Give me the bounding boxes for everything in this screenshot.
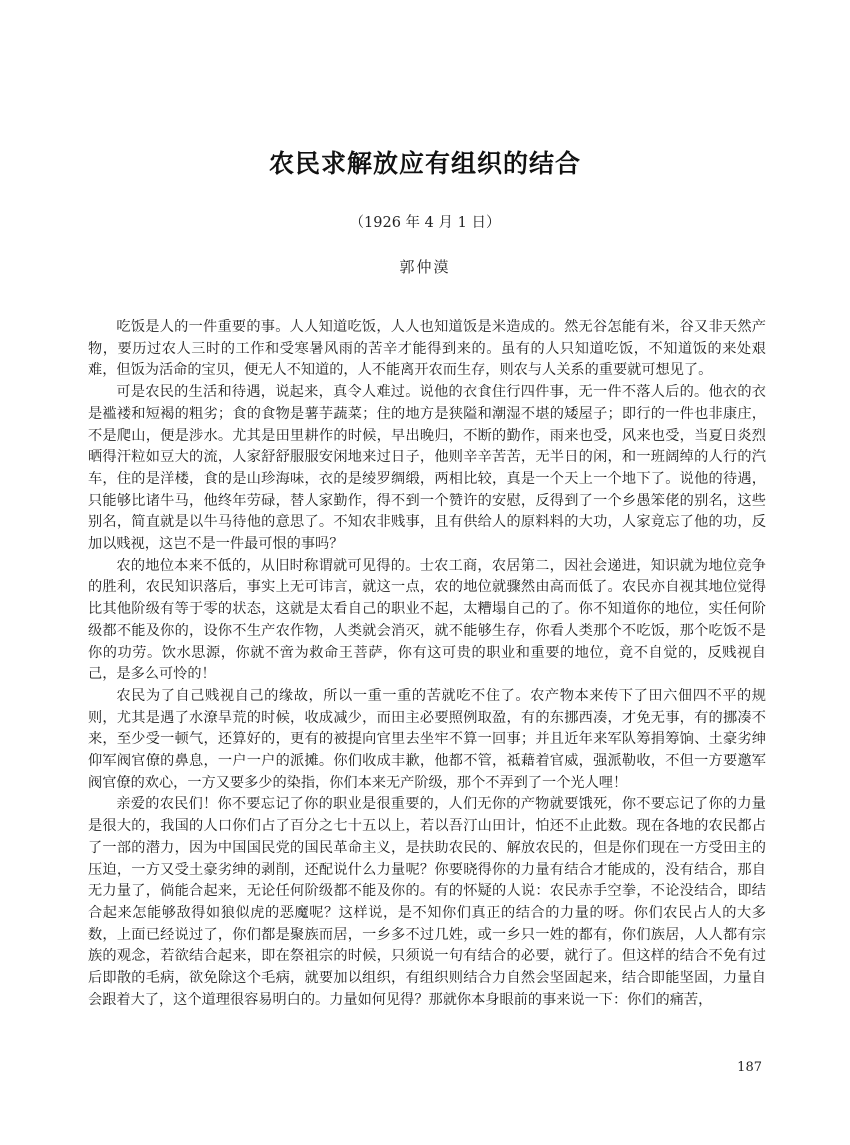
article-author: 郭仲漠 xyxy=(399,258,451,276)
paragraph: 农的地位本来不低的，从旧时称谓就可见得的。士农工商，农居第二，因社会递进，知识就为地位竞争的胜利，农民知识落后，事实上无可讳言，就这一点，农的地位就骤然由高而低了。农民亦自视其地位觉得比其他阶级有等于零的状态，这就是太看自己的职业不起，太糟塌自己的了。你不知道你的地位，实任何阶级都不能及你的，设你不生产农作物，人类就会消灭，就不能够生存，你看人类那个不吃饭，那个吃饭不是你的功劳。饮水思源，你就不啻为救命王菩萨，你有这可贵的职业和重要的地位，竟不自觉的，反贱视自己，是多么可怜的！ xyxy=(88,557,766,683)
page-number: 187 xyxy=(737,1060,762,1075)
paragraph: 吃饭是人的一件重要的事。人人知道吃饭，人人也知道饭是米造成的。然无谷怎能有米，谷又非天然产物，要历过农人三时的工作和受寒暑风雨的苦辛才能得到来的。虽有的人只知道吃饭，不知道饭的来处艰难，但饭为活命的宝贝，便无人不知道的，人不能离开农而生存，则农与人关系的重要就可想见了。 xyxy=(88,319,766,379)
paragraph: 农民为了自己贱视自己的缘故，所以一重一重的苦就吃不住了。农产物本来传下了田六佃四不平的规则，尤其是遇了水潦旱荒的时候，收成减少，而田主必要照例取盈，有的东挪西凑，才免无事，有的挪凑不来，至少受一顿气，还算好的，更有的被提向官里去坐牢不算一回事；并且近年来军队筹捐筹饷、土豪劣绅仰军阀官僚的鼻息，一户一户的派摊。你们收成丰歉，他都不管，祗藉着官威，强派勒收，不但一方要邀军阀官僚的欢心，一方又要多少的染指，你们本来无产阶级，那个不弄到了一个光人哩！ xyxy=(88,687,766,791)
paragraph: 亲爱的农民们！你不要忘记了你的职业是很重要的，人们无你的产物就要饿死，你不要忘记了你的力量是很大的，我国的人口你们占了百分之七十五以上，若以吾汀山田计，怕还不止此数。现在各地的农民都占了一部的潜力，因为中国国民党的国民革命主义，是扶助农民的、解放农民的，但是你们现在一方受田主的压迫，一方又受土豪劣绅的剥削，还配说什么力量呢？你要晓得你的力量有结合才能成的，没有结合，那自无力量了，倘能合起来，无论任何阶级都不能及你的。有的怀疑的人说：农民赤手空拳，不论没结合，即结合起来怎能够敌得如狼似虎的恶魔呢？这样说，是不知你们真正的结合的力量的呀。你们农民占人的大多数，上面已经说过了，你们都是聚族而居，一乡多不过几姓，或一乡只一姓的都有，你们族居，人人都有宗族的观念，若欲结合起来，即在祭祖宗的时候，只须说一句有结合的必要，就行了。但这样的结合不免有过后即散的毛病，欲免除这个毛病，就要加以组织，有组织则结合力自然会坚固起来，结合即能坚固，力量自会跟着大了，这个道理很容易明白的。力量如何见得？那就你本身眼前的事来说一下：你们的痛苦， xyxy=(88,796,766,1008)
article-title: 农民求解放应有组织的结合 xyxy=(268,149,581,178)
paragraph: 可是农民的生活和待遇，说起来，真令人难过。说他的衣食住行四件事，无一件不落人后的。他衣的衣是褴褛和短褐的粗劣；食的食物是薯芋蔬菜；住的地方是狭隘和潮湿不堪的矮屋子；即行的一件也非康庄，不是爬山，便是涉水。尤其是田里耕作的时候，早出晚归，不断的勤作，雨来也受，风来也受，当夏日炎烈晒得汗粒如豆大的流，人家舒舒服服安闲地来过日子，他则辛辛苦苦，无半日的闲，和一班阔绰的人行的汽车，住的是洋楼，食的是山珍海味，衣的是绫罗绸缎，两相比较，真是一个天上一个地下了。说他的待遇，只能够比诸牛马，他终年劳碌，替人家勤作，得不到一个赞许的安慰，反得到了一个乡愚笨佬的别名，这些别名，简直就是以牛马待他的意思了。不知农非贱事，且有供给人的原料料的大功，人家竟忘了他的功，反加以贱视，这岂不是一件最可恨的事吗？ xyxy=(88,384,766,553)
article-date: （1926 年 4 月 1 日） xyxy=(349,215,501,231)
article-body xyxy=(88,317,766,1012)
